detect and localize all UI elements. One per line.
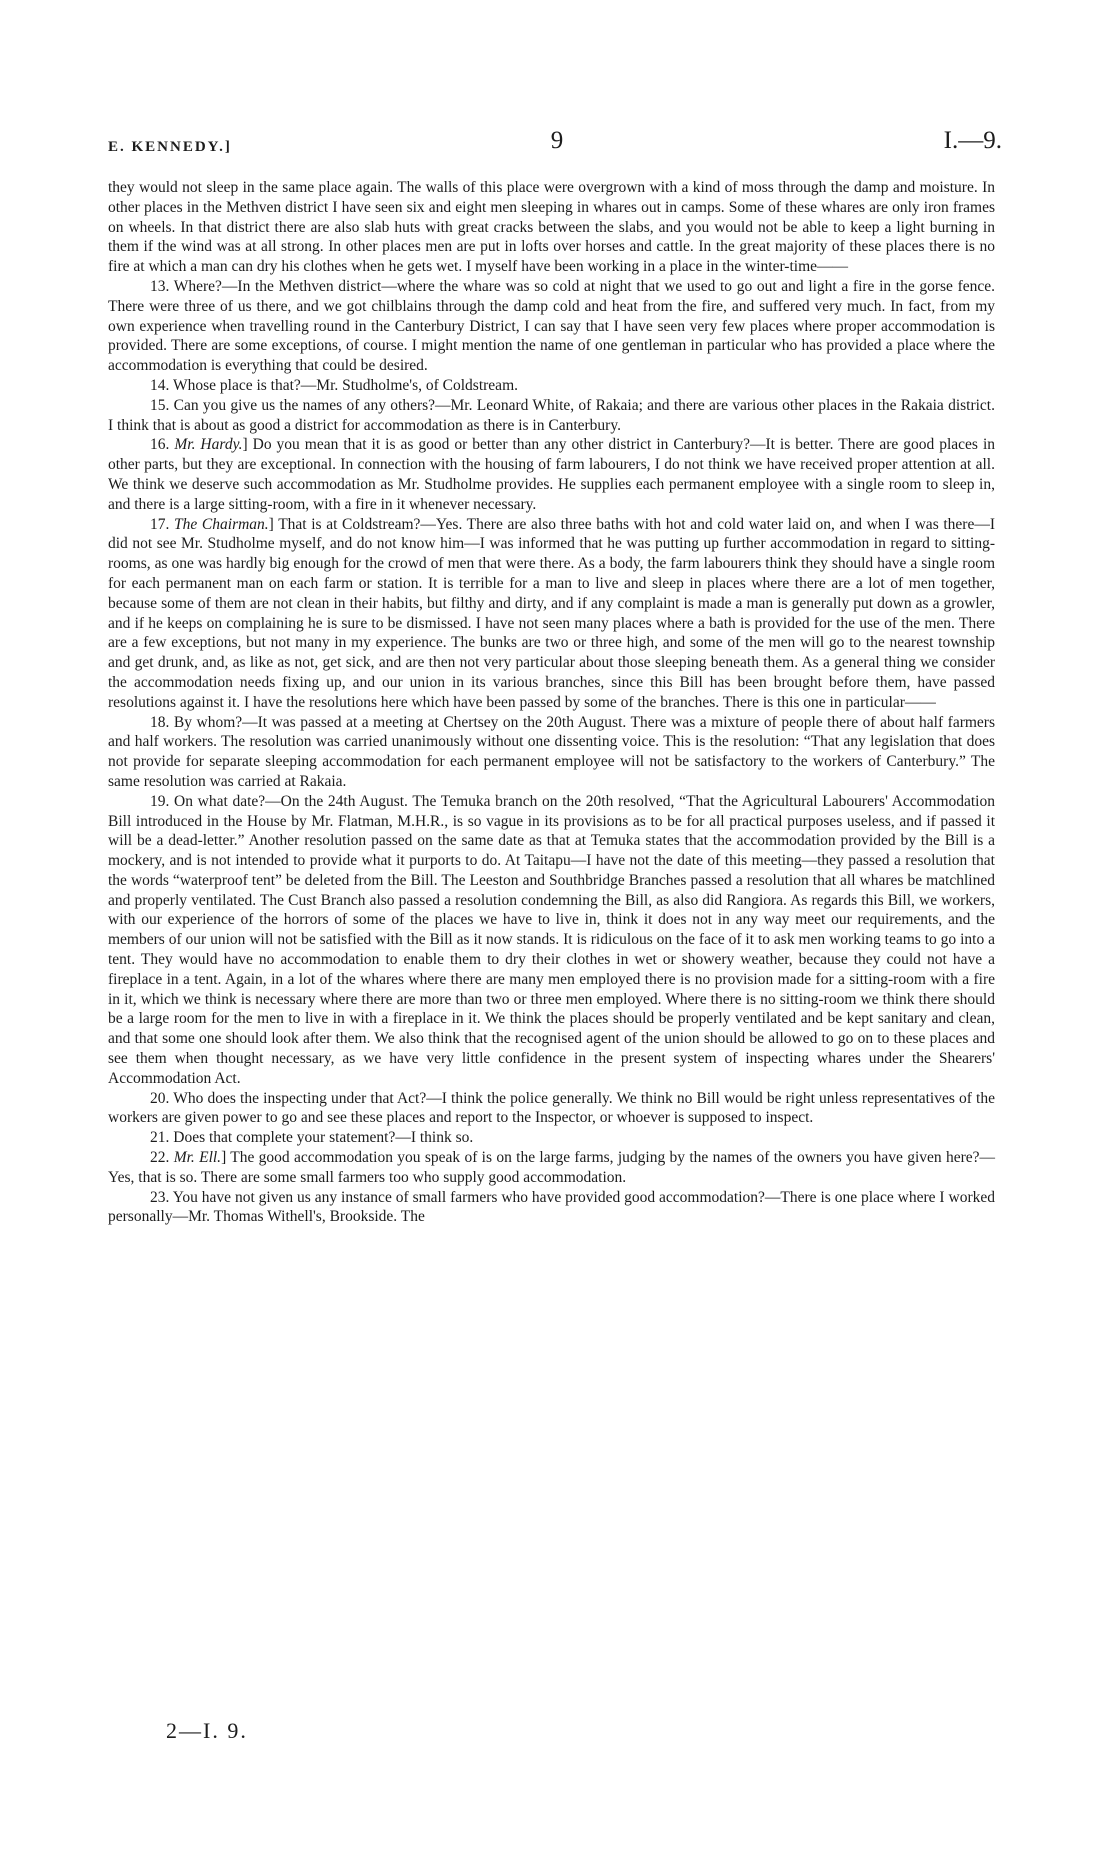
document-reference: I.—9. [943,127,1002,154]
speaker-name: The Chairman. [174,515,269,533]
paragraph-q16: 16. Mr. Hardy.] Do you mean that it is as good or better than any other district in Canterbury?—It is better. There are good places in other parts, but they are exceptional. In connection with the housing of farm labourers, I do not think we have received proper attention at all. We think we deserve such accommodation as Mr. Studholme provides. He supplies each permanent employee with a single room to sleep in, and there is a large sitting-room, with a fire in it whenever necessary. [108,436,996,513]
paragraph-continued: they would not sleep in the same place again. The walls of this place were overgrown with a kind of moss through the damp and moisture. In other places in the Methven district I have seen six and eight men sleeping in whares out in camps. Some of these whares are only iron frames on wheels. In that district there are also slab huts with great cracks between the slabs, and you would not be able to keep a light burning in them if the wind was at all strong. In other places men are put in lofts over horses and cattle. In the great majority of these places there is no fire at which a man can dry his clothes when he gets wet. I myself have been working in a place in the winter-time—— [108,179,995,276]
speaker-name: Mr. Hardy. [174,436,243,454]
printer-signature: 2—I. 9. [166,1718,248,1743]
paragraph-q18: 18. By whom?—It was passed at a meeting at Chertsey on the 20th August. There was a mixture of people there of about half farmers and half workers. The resolution was carried unanimously without one dissenting voice. This is the resolution: “That any legislation that does not provide for separate sleeping accommodation for each permanent employee will not be satisfactory to the workers of Canterbury.” The same resolution was carried at Rakaia. [108,713,995,790]
speaker-name: Mr. Ell. [173,1149,222,1167]
header-witness-name: E. KENNEDY.] [108,139,232,155]
paragraph-q23: 23. You have not given us any instance of small farmers who have provided good accommodation?—There is one place where I worked personally—Mr. Thomas Withell's, Brookside. The [108,1188,995,1226]
paragraph-q15: 15. Can you give us the names of any others?—Mr. Leonard White, of Rakaia; and there are various other places in the Rakaia district. I think that is about as good a district for accommodation as there is in Canterbury. [108,396,995,434]
paragraph-q21: 21. Does that complete your statement?—I think so. [150,1129,474,1147]
page-number: 9 [550,127,564,154]
body-text [108,178,995,1227]
paragraph-q14: 14. Whose place is that?—Mr. Studholme's, of Coldstream. [150,376,518,394]
paragraph-q17: 17. The Chairman.] That is at Coldstream?—Yes. There are also three baths with hot and cold water laid on, and when I was there—I did not see Mr. Studholme myself, and do not know him—I was informed that he was putting up further accommodation in regard to sitting-rooms, as one was hardly big enough for the crowd of men that were there. As a body, the farm labourers think they should have a single room for each permanent man on each farm or station. It is terrible for a man to live and sleep in places where there are a lot of men together, because some of them are not clean in their habits, but filthy and dirty, and if any complaint is made a man is generally put down as a growler, and if he keeps on complaining he is sure to be dismissed. I have not seen many places where a bath is provided for the use of the men. There are a few exceptions, but not many in my experience. The bunks are two or three high, and some of the men will go to the nearest township and get drunk, and, as like as not, get sick, and are then not very particular about those sleeping beneath them. As a general thing we consider the accommodation needs fixing up, and our union in its various branches, since this Bill has been brought before them, have passed resolutions against it. I have the resolutions here which have been passed by some of the branches. There is this one in particular—— [108,515,996,711]
paragraph-q13: 13. Where?—In the Methven district—where the whare was so cold at night that we used to go out and light a fire in the gorse fence. There were three of us there, and we got chilblains through the damp cold and heat from the fire, and suffered very much. In fact, from my own experience when travelling round in the Canterbury District, I can say that I have seen very few places where proper accommodation is provided. There are some exceptions, of course. I might mention the name of one gentleman in particular who has provided a place where the accommodation is everything that could be desired. [108,277,995,375]
paragraph-q19: 19. On what date?—On the 24th August. The Temuka branch on the 20th resolved, “That the Agricultural Labourers' Accommodation Bill introduced in the House by Mr. Flatman, M.H.R., is so vague in its provisions as to be for all practical purposes useless, and if passed it will be a dead-letter.” Another resolution passed on the same date as that at Temuka states that the accommodation provided by the Bill is a mockery, and is not intended to provide what it purports to do. At Taitapu—I have not the date of this meeting—they passed a resolution that the words “waterproof tent” be deleted from the Bill. The Leeston and Southbridge Branches passed a resolution that all whares be matchlined and properly ventilated. The Cust Branch also passed a resolution condemning the Bill, as also did Rangiora. As regards this Bill, we workers, with our experience of the horrors of some of the places we have to live in, think it does not in any way meet our requirements, and the members of our union will not be satisfied with the Bill as it now stands. It is ridiculous on the face of it to ask men working teams to go into a tent. They would have no accommodation to enable them to dry their clothes in wet or showery weather, because they could not have a fireplace in a tent. Again, in a lot of the whares where there are many men employed there is no provision made for a sitting-room with a fire in it, which we think is necessary where there are more than two or three men employed. Where there is no sitting-room we think there should be a large room for the men to live in with a fireplace in it. We think the places should be properly ventilated and be kept sanitary and clean, and that some one should look after them. We also think that the recognised agent of the union should be allowed to go on to these places and see them when thought necessary, as we have very little confidence in the present system of inspecting whares under the Shearers' Accommodation Act. [108,792,995,1087]
paragraph-q20: 20. Who does the inspecting under that Act?—I think the police generally. We think no Bill would be right unless representatives of the workers are given power to go and see these places and report to the Inspector, or whoever is supposed to inspect. [108,1089,995,1127]
paragraph-q22: 22. Mr. Ell.] The good accommodation you speak of is on the large farms, judging by the names of the owners you have given here?—Yes, that is so. There are some small farmers too who supply good accommodation. [108,1149,995,1186]
